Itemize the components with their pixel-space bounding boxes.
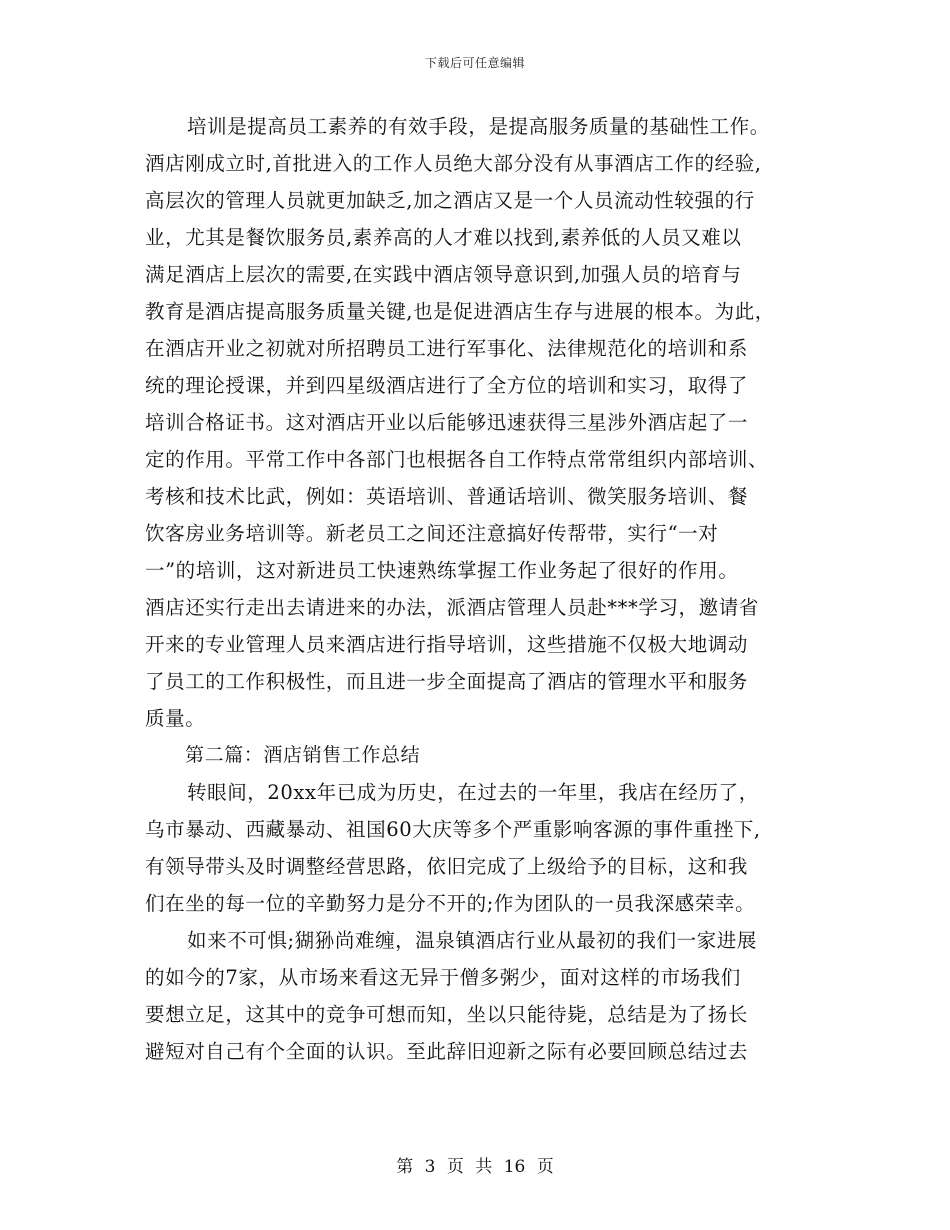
paragraph-line: 开来的专业管理人员来酒店进行指导培训，这些措施不仅极大地调动 [145,633,749,656]
paragraph-line: 一”的培训，这对新进员工快速熟练掌握工作业务起了很好的作用。 [145,559,739,582]
paragraph-line: 培训是提高员工素养的有效手段，是提高服务质量的基础性工作。 [187,115,770,138]
document-body [145,108,820,1070]
paragraph-line: 定的作用。平常工作中各部门也根据各自工作特点常常组织内部培训、 [145,448,769,471]
paragraph-line: 酒店还实行走出去请进来的办法，派酒店管理人员赴***学习，邀请省 [145,596,759,619]
paragraph-line: 有领导带头及时调整经营思路，依旧完成了上级给予的目标，这和我 [145,855,749,878]
paragraph-line: 业，尤其是餐饮服务员,素养高的人才难以找到,素养低的人员又难以 [145,226,742,249]
paragraph-line: 质量。 [145,707,206,730]
paragraph-line: 统的理论授课，并到四星级酒店进行了全方位的培训和实习，取得了 [145,374,749,397]
paragraph-line: 满足酒店上层次的需要,在实践中酒店领导意识到,加强人员的培育与 [145,263,742,286]
paragraph-line: 避短对自己有个全面的认识。至此辞旧迎新之际有必要回顾总结过去 [145,1040,749,1063]
page-number-footer: 第 3 页 共 16 页 [396,1157,554,1177]
paragraph-line: 在酒店开业之初就对所招聘员工进行军事化、法律规范化的培训和系 [145,337,749,360]
paragraph-line: 考核和技术比武，例如：英语培训、普通话培训、微笑服务培训、餐 [145,485,749,508]
paragraph-line: 如来不可惧;猢狲尚难缠，温泉镇酒店行业从最初的我们一家进展 [187,929,757,952]
paragraph-line: 乌市暴动、西藏暴动、祖国60大庆等多个严重影响客源的事件重挫下, [145,818,761,841]
paragraph-line: 饮客房业务培训等。新老员工之间还注意搞好传帮带，实行“一对 [145,522,719,545]
paragraph-line: 们在坐的每一位的辛勤努力是分不开的;作为团队的一员我深感荣幸。 [145,892,756,915]
paragraph-line: 教育是酒店提高服务质量关键,也是促进酒店生存与进展的根本。为此， [145,300,775,323]
paragraph-line: 要想立足，这其中的竞争可想而知，坐以只能待毙，总结是为了扬长 [145,1003,749,1026]
paragraph-line: 的如今的7家，从市场来看这无异于僧多粥少，面对这样的市场我们 [145,966,741,989]
paragraph-line: 了员工的工作积极性，而且进一步全面提高了酒店的管理水平和服务 [145,670,749,693]
paragraph-line: 培训合格证书。这对酒店开业以后能够迅速获得三星涉外酒店起了一 [145,411,749,434]
paragraph-line: 转眼间，20xx年已成为历史，在过去的一年里，我店在经历了， [187,781,759,804]
paragraph-line: 高层次的管理人员就更加缺乏,加之酒店又是一个人员流动性较强的行 [145,189,755,212]
paragraph-line: 酒店刚成立时,首批进入的工作人员绝大部分没有从事酒店工作的经验, [145,152,762,175]
section-heading: 第二篇：酒店销售工作总结 [185,744,421,766]
header-note: 下载后可任意编辑 [424,56,525,70]
